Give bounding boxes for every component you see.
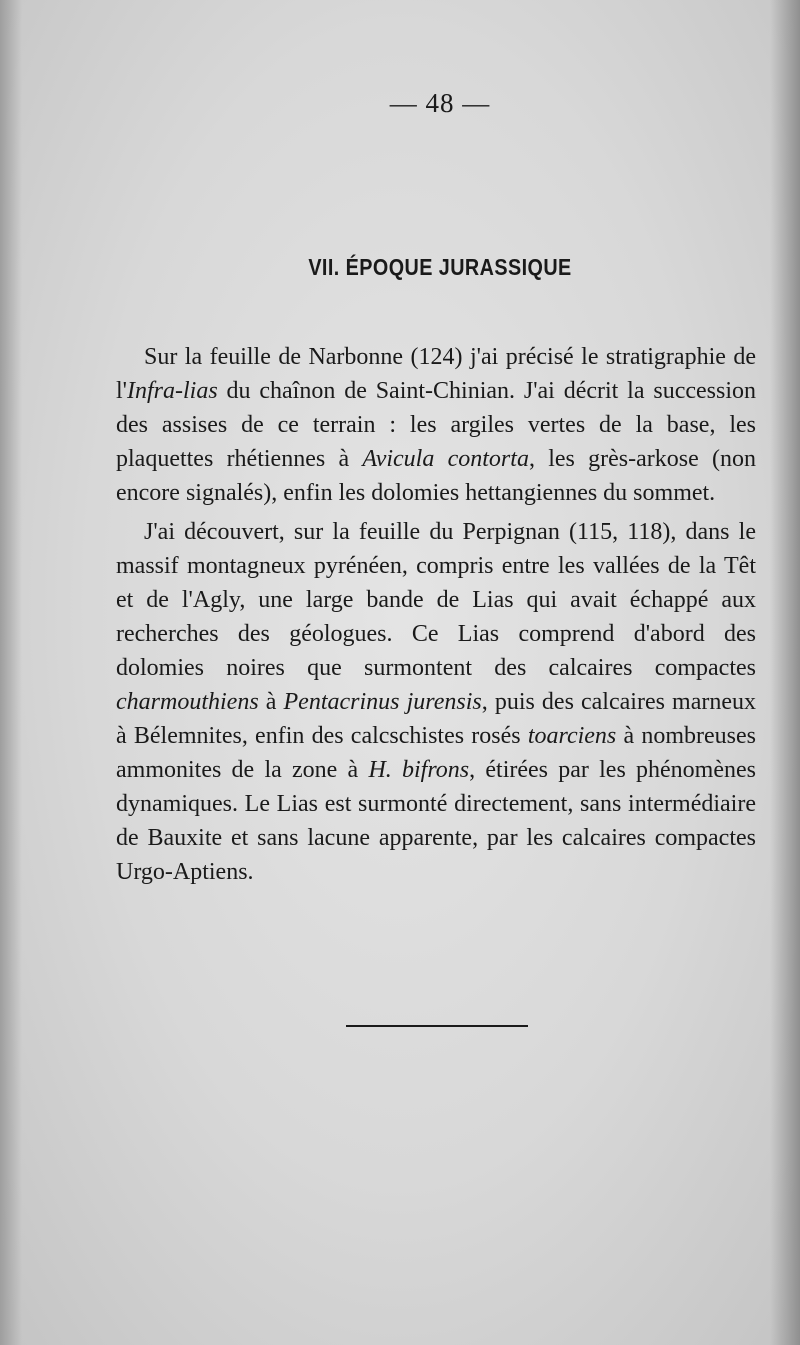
page-number: — 48 — bbox=[389, 88, 491, 118]
paragraph-2-segment-3: à bbox=[258, 689, 284, 715]
paragraph-2 bbox=[116, 515, 756, 889]
paragraph-1-segment-5: , les grès-arkose (non encore signalés), enfin les dolomies hettangiennes du sommet. bbox=[116, 446, 757, 506]
paragraph-2-segment-6: toarciens bbox=[527, 723, 617, 749]
section-end-rule bbox=[346, 1025, 528, 1027]
section-heading: VII. ÉPOQUE JURASSIQUE bbox=[308, 254, 572, 280]
paragraph-1-segment-4: Avicula contorta bbox=[362, 446, 529, 472]
paragraph-2-segment-7: à nombreuses ammonites de la zone à bbox=[116, 723, 757, 783]
paragraph-1 bbox=[116, 340, 756, 510]
paragraph-1-segment-1: Sur la feuille de Narbonne (124) j'ai précisé le stratigraphie de l' bbox=[116, 344, 756, 404]
paragraph-2-segment-1: J'ai découvert, sur la feuille du Perpignan (115, 118), dans le massif montagneux pyrénéen, compris entre les vallées de la Têt et de l'Agly, une large bande de Lias qui avait échappé aux recherches des géologues. Ce Lias comprend d'abord des dolomies noires que surmontent des calcaires compactes bbox=[116, 519, 756, 681]
body-text bbox=[116, 340, 756, 894]
paragraph-1-segment-2: Infra-lias bbox=[127, 378, 218, 404]
paragraph-2-segment-8: H. bifrons bbox=[368, 757, 470, 783]
paragraph-2-segment-4: Pentacrinus jurensis bbox=[283, 689, 482, 715]
paragraph-2-segment-5: , puis des calcaires marneux à Bélemnites, enfin des calcschistes rosés bbox=[116, 689, 756, 749]
paragraph-1-segment-3: du chaînon de Saint-Chinian. J'ai décrit la succession des assises de ce terrain : les argiles vertes de la base, les plaquettes rhétiennes à bbox=[116, 378, 756, 472]
paragraph-2-segment-2: charmouthiens bbox=[116, 689, 259, 715]
paragraph-2-segment-9: , étirées par les phénomènes dynamiques. Le Lias est surmonté directement, sans intermédiaire de Bauxite et sans lacune apparente, par les calcaires compactes Urgo-Aptiens. bbox=[116, 757, 756, 885]
